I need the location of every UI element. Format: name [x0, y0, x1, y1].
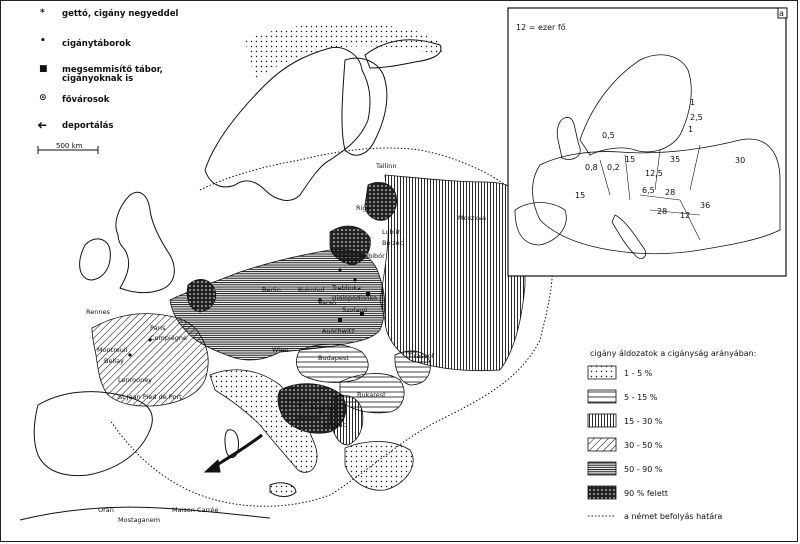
place-label: Varsó: [318, 299, 336, 307]
place-label: Montreuil: [97, 346, 128, 354]
inset-value: 30: [735, 156, 746, 165]
share-key-border-label: a német befolyás határa: [624, 512, 723, 521]
camp-dot: [338, 268, 341, 271]
legend-deportation: deportálás: [62, 121, 114, 131]
area-balkans: [345, 442, 413, 491]
place-label: Auschwitz: [322, 327, 355, 335]
inset-value: 15: [625, 155, 636, 164]
deportation-arrow-africa: [212, 435, 262, 468]
legend-ghetto: gettó, cigány negyeddel: [62, 9, 179, 19]
share-key-label: 30 - 50 %: [624, 441, 663, 450]
inset-value: 1: [690, 98, 696, 107]
place-label: St Jean Pied de Port: [118, 393, 182, 401]
gypsy-camp-symbol: •: [40, 36, 46, 46]
key-swatch-vertical: [588, 414, 616, 427]
place-label: Sobibór: [360, 252, 385, 260]
place-label: Berlin: [262, 286, 281, 294]
scale-label: 500 km: [56, 142, 83, 150]
key-swatch-dense-horizontal: [588, 462, 616, 475]
place-label: Oran: [98, 506, 114, 514]
key-swatch-sparse-horizontal: [588, 390, 616, 403]
place-label: Treblinka: [332, 284, 362, 292]
share-key-label: 50 - 90 %: [624, 465, 663, 474]
inset-value: 36: [700, 201, 711, 210]
place-label: Bukarest: [357, 391, 386, 399]
place-label: Budapest: [318, 354, 349, 362]
inset-value: 0,8: [585, 163, 598, 172]
area-baltics: [365, 182, 397, 220]
inset-value: 2,5: [690, 113, 703, 122]
land-sicily: [270, 483, 296, 497]
inset-corner-tag: a: [779, 9, 784, 18]
place-label: Bellay: [104, 357, 124, 365]
place-label: Zemun: [296, 414, 320, 422]
inset-map: [508, 8, 787, 276]
place-label: Belzec: [382, 239, 404, 247]
key-swatch-dark: [588, 486, 616, 499]
place-label: Lublin: [382, 228, 402, 236]
share-key-title: cigány áldozatok a cigányság arányában:: [590, 349, 757, 358]
deportation-arrow-icon: ➜: [37, 118, 48, 132]
inset-value: 1: [688, 125, 694, 134]
inset-value: 0,5: [602, 131, 615, 140]
inset-header: 12 = ezer fő: [516, 23, 566, 32]
land-great-britain: [116, 192, 174, 292]
legend-capitals: fővárosok: [62, 95, 110, 105]
place-label: Mostaganem: [118, 516, 161, 524]
ghetto-symbol: *: [40, 8, 45, 18]
inset-value: 6,5: [642, 186, 655, 195]
land-finland: [342, 58, 387, 155]
place-label: Tallinn: [376, 162, 397, 170]
legend-extermination-camp: megsemmisítő tábor, cigányoknak is: [62, 65, 163, 84]
share-key-label: 5 - 15 %: [624, 393, 658, 402]
place-label: Lenrooney: [118, 376, 153, 384]
inset-value: 15: [575, 191, 586, 200]
extermination-camp-symbol: ■: [39, 64, 48, 74]
land-ireland: [80, 239, 111, 280]
place-label: Rennes: [86, 308, 110, 316]
inset-value: 28: [665, 188, 676, 197]
place-label: Bialapodlaska: [332, 294, 378, 302]
place-label: Wien: [272, 346, 289, 354]
inset-frame: [508, 8, 786, 276]
inset-value: 28: [657, 207, 668, 216]
place-label: Szolanó: [342, 306, 368, 314]
inset-value: 0,2: [607, 163, 620, 172]
area-ussr-occupied: [380, 175, 525, 371]
place-label: Kulmhof: [298, 286, 325, 294]
place-label: Jasenovac: [288, 396, 321, 404]
inset-value: 12,5: [645, 169, 663, 178]
area-kola-dots: [245, 23, 442, 80]
place-label: Paris: [150, 324, 166, 332]
key-swatch-dots: [588, 366, 616, 379]
share-key-label: 90 % felett: [624, 489, 669, 498]
place-label: Tiraspol: [408, 352, 434, 360]
place-label: Riga: [356, 204, 371, 212]
capital-symbol: ⊙: [39, 93, 47, 103]
share-key: [588, 366, 616, 516]
place-label: Moszkva: [458, 214, 486, 222]
place-label: Maison Carrée: [172, 506, 219, 514]
place-label: Belgrád: [310, 404, 336, 412]
legend-gypsy-camps: cigánytáborok: [62, 39, 131, 49]
extermination-camp: [338, 318, 342, 322]
deportation-arrow-head: [205, 460, 220, 472]
camp-dot: [353, 278, 356, 281]
key-swatch-diagonal: [588, 438, 616, 451]
place-label: Compiègne: [150, 334, 188, 342]
inset-value: 35: [670, 155, 681, 164]
camp-dot: [128, 353, 131, 356]
place-label: Jidovac: [323, 421, 347, 429]
share-key-label: 15 - 30 %: [624, 417, 663, 426]
inset-value: 12: [680, 211, 691, 220]
share-key-label: 1 - 5 %: [624, 369, 653, 378]
